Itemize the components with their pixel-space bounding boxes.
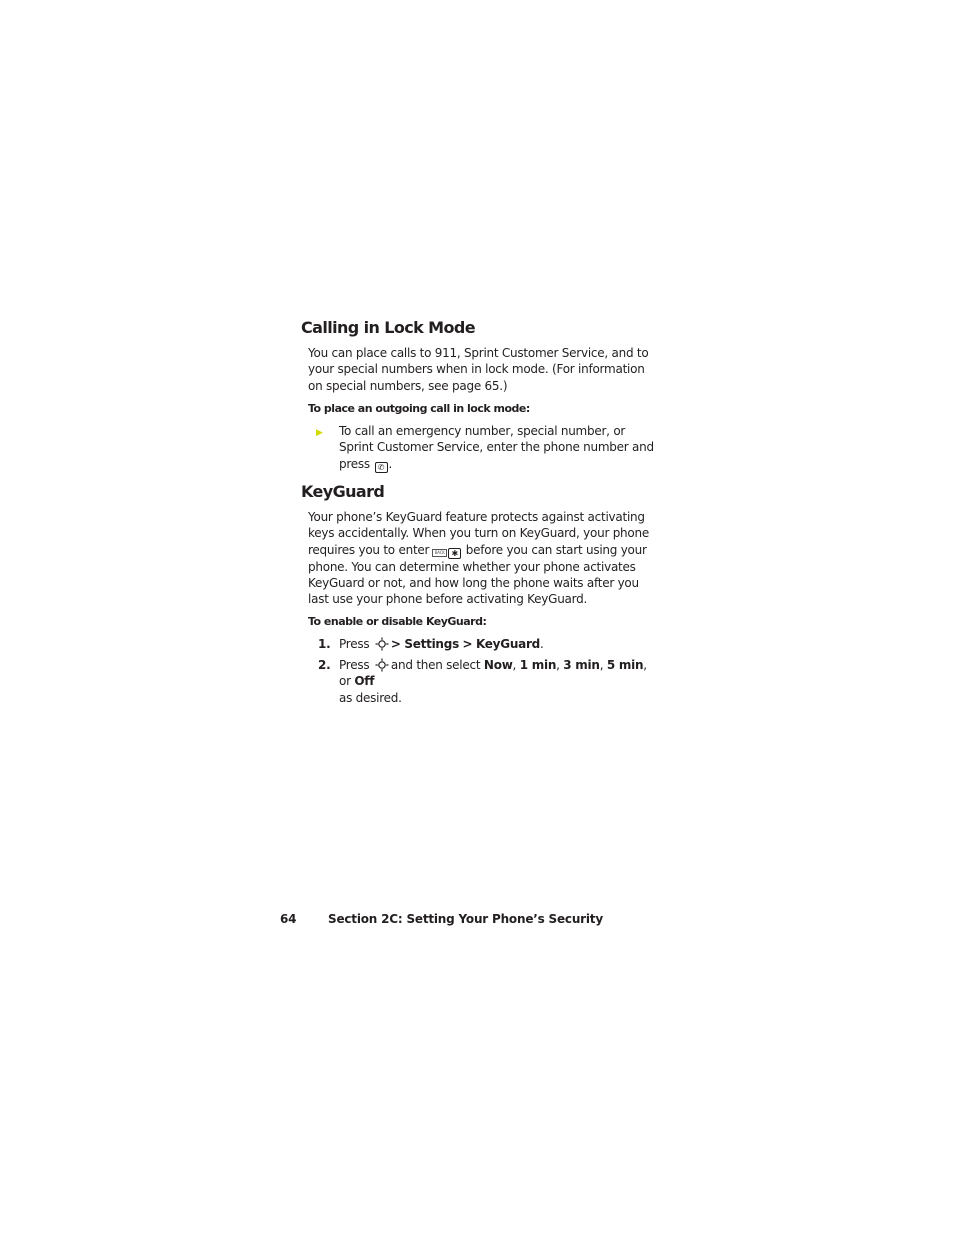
navigation-key-icon — [375, 658, 389, 672]
back-key-icon: BACK — [432, 549, 447, 557]
triangle-right-icon: ▶ — [316, 428, 323, 438]
section-heading-lock-mode: Calling in Lock Mode — [301, 318, 475, 337]
step-text: Press > Settings > KeyGuard. — [339, 637, 544, 651]
lock-mode-intro: You can place calls to 911, Sprint Customer Service, and to your special numbers when in lock mode. (For information on special numbers, see page 65.) — [308, 346, 649, 393]
navigation-key-icon — [375, 637, 389, 651]
keyguard-task-label: To enable or disable KeyGuard: — [308, 615, 487, 628]
bullet-text: To call an emergency number, special number, or Sprint Customer Service, enter the phone number and press ✆ . — [339, 424, 654, 472]
lock-mode-task-label: To place an outgoing call in lock mode: — [308, 402, 530, 415]
step-text: Press and then select Now, 1 min, 3 min, 5 min, or Off as desired. — [339, 658, 647, 705]
section-heading-keyguard: KeyGuard — [301, 482, 385, 501]
step-number: 2. — [318, 658, 331, 672]
keyguard-intro: Your phone’s KeyGuard feature protects against activating keys accidentally. When you turn on KeyGuard, your phone requires you to enter BACK ✱ before you can start using your phone. You can determine whether your phone activates KeyGuard or not, and how long the phone waits after you last use your phone before activating KeyGuard. — [308, 510, 649, 607]
footer-section-title: Section 2C: Setting Your Phone’s Security — [328, 912, 603, 926]
talk-key-icon: ✆ — [375, 462, 388, 473]
star-key-icon: ✱ — [448, 548, 461, 559]
page-number: 64 — [280, 912, 297, 926]
step-number: 1. — [318, 637, 331, 651]
